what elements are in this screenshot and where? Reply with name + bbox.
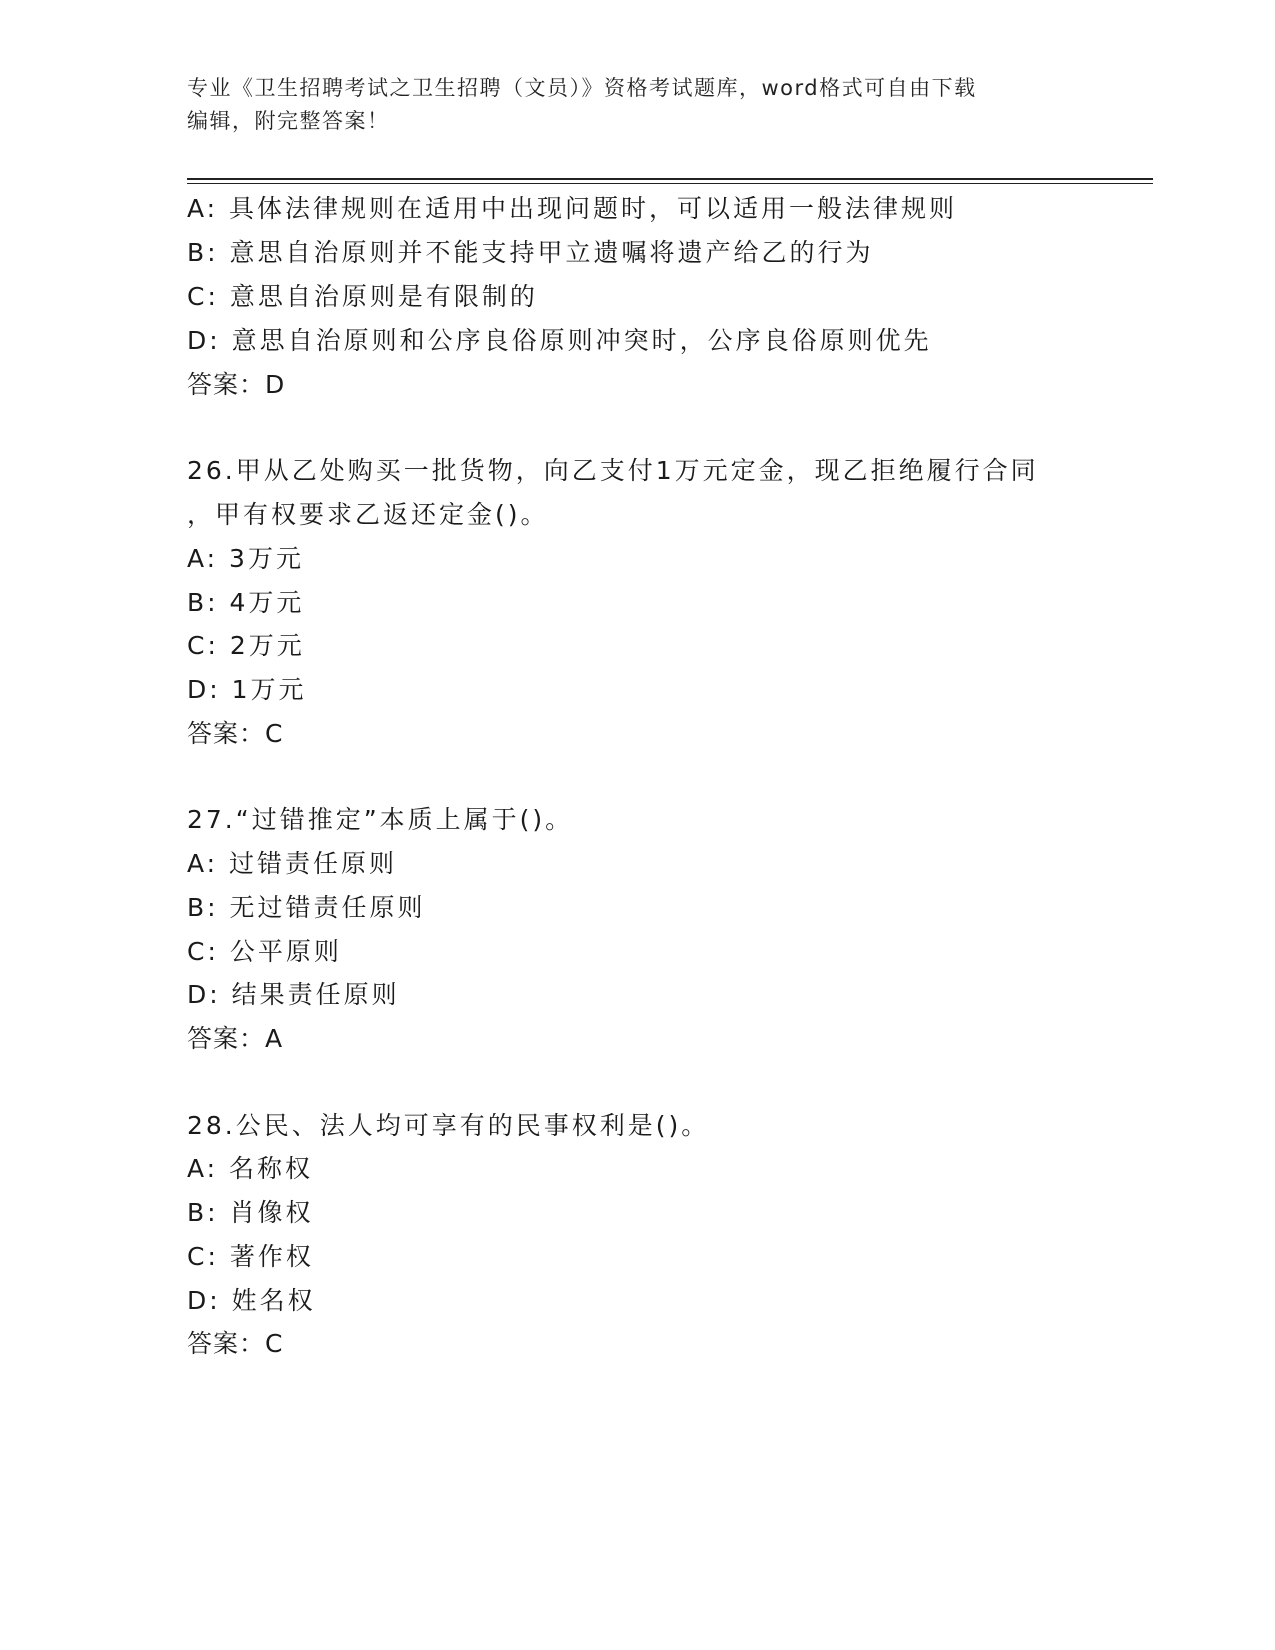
- q26-answer: 答案：C: [187, 719, 284, 748]
- q26-option-b: B: 4万元: [187, 588, 305, 617]
- q26-option-d: D: 1万元: [187, 675, 307, 704]
- q27-option-c: C: 公平原则: [187, 937, 342, 966]
- q25-option-b: B: 意思自治原则并不能支持甲立遗嘱将遗产给乙的行为: [187, 238, 874, 267]
- header-line-1: 专业《卫生招聘考试之卫生招聘（文员）》资格考试题库，word格式可自由下载: [187, 76, 977, 100]
- q25-option-d: D: 意思自治原则和公序良俗原则冲突时，公序良俗原则优先: [187, 326, 932, 355]
- q25-option-c: C: 意思自治原则是有限制的: [187, 282, 538, 311]
- q27-option-b: B: 无过错责任原则: [187, 893, 426, 922]
- q28-stem: 28.公民、法人均可享有的民事权利是()。: [187, 1111, 710, 1140]
- document-header: [187, 72, 1087, 138]
- q28-option-d: D: 姓名权: [187, 1286, 316, 1315]
- q27-stem: 27.“过错推定”本质上属于()。: [187, 805, 574, 834]
- q26-stem-line-2: ，甲有权要求乙返还定金()。: [187, 500, 549, 529]
- q27-option-d: D: 结果责任原则: [187, 980, 400, 1009]
- q25-option-a: A: 具体法律规则在适用中出现问题时，可以适用一般法律规则: [187, 194, 958, 223]
- q27-option-a: A: 过错责任原则: [187, 849, 398, 878]
- header-divider-thick: [187, 178, 1153, 180]
- q28-option-a: A: 名称权: [187, 1154, 314, 1183]
- q27-answer: 答案：A: [187, 1024, 284, 1053]
- q25-answer: 答案：D: [187, 370, 286, 399]
- q26-stem-line-1: 26.甲从乙处购买一批货物，向乙支付1万元定金，现乙拒绝履行合同: [187, 456, 1039, 485]
- q26-option-a: A: 3万元: [187, 544, 304, 573]
- q28-answer: 答案：C: [187, 1329, 284, 1358]
- header-divider-thin: [187, 183, 1153, 184]
- q26-option-c: C: 2万元: [187, 631, 305, 660]
- header-line-2: 编辑，附完整答案！: [187, 109, 390, 133]
- q28-option-c: C: 著作权: [187, 1242, 314, 1271]
- q28-option-b: B: 肖像权: [187, 1198, 314, 1227]
